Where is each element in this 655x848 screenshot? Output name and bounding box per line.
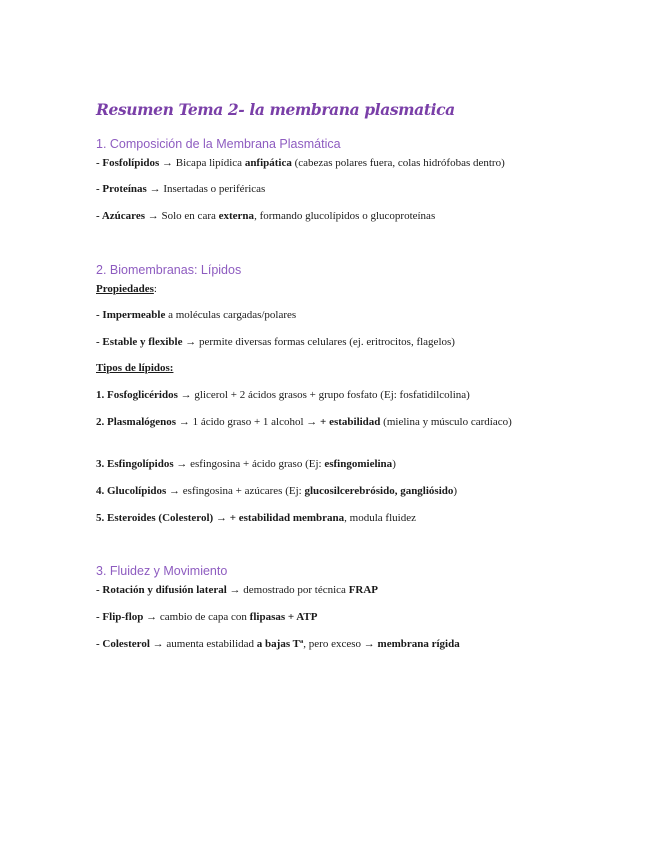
list-item: - Azúcares → Solo en cara externa, formando glucolípidos o glucoproteínas (96, 210, 436, 222)
list-item: 4. Glucolípidos → esfingosina + azúcares (Ej: glucosilcerebrósido, gangliósido) (96, 485, 458, 497)
section-1-heading: 1. Composición de la Membrana Plasmática (96, 137, 341, 151)
types-label: Tipos de lípidos: (96, 362, 174, 374)
section-3-heading: 3. Fluidez y Movimiento (96, 564, 228, 578)
list-item: - Rotación y difusión lateral → demostrado por técnica FRAP (96, 584, 379, 596)
list-item: - Estable y flexible → permite diversas formas celulares (ej. eritrocitos, flagelos) (96, 336, 455, 348)
list-item: - Impermeable a moléculas cargadas/polares (96, 309, 297, 321)
list-item: - Fosfolípidos → Bicapa lipídica anfipática (cabezas polares fuera, colas hidrófobas dentro) (96, 157, 505, 169)
list-item: 5. Esteroides (Colesterol) → + estabilidad membrana, modula fluidez (96, 512, 416, 524)
properties-label: Propiedades: (96, 283, 157, 295)
list-item: - Flip-flop → cambio de capa con flipasas + ATP (96, 611, 318, 623)
list-item: - Proteínas → Insertadas o periféricas (96, 183, 266, 195)
list-item: 3. Esfingolípidos → esfingosina + ácido graso (Ej: esfingomielina) (96, 458, 396, 470)
list-item: - Colesterol → aumenta estabilidad a bajas Tª, pero exceso → membrana rígida (96, 638, 460, 650)
section-2-heading: 2. Biomembranas: Lípidos (96, 263, 242, 277)
list-item: 1. Fosfoglicéridos → glicerol + 2 ácidos grasos + grupo fosfato (Ej: fosfatidilcolina) (96, 389, 470, 401)
document-title: Resumen Tema 2- la membrana plasmatica (96, 100, 455, 119)
list-item: 2. Plasmalógenos → 1 ácido graso + 1 alcohol → + estabilidad (mielina y músculo cardíaco) (96, 416, 512, 428)
